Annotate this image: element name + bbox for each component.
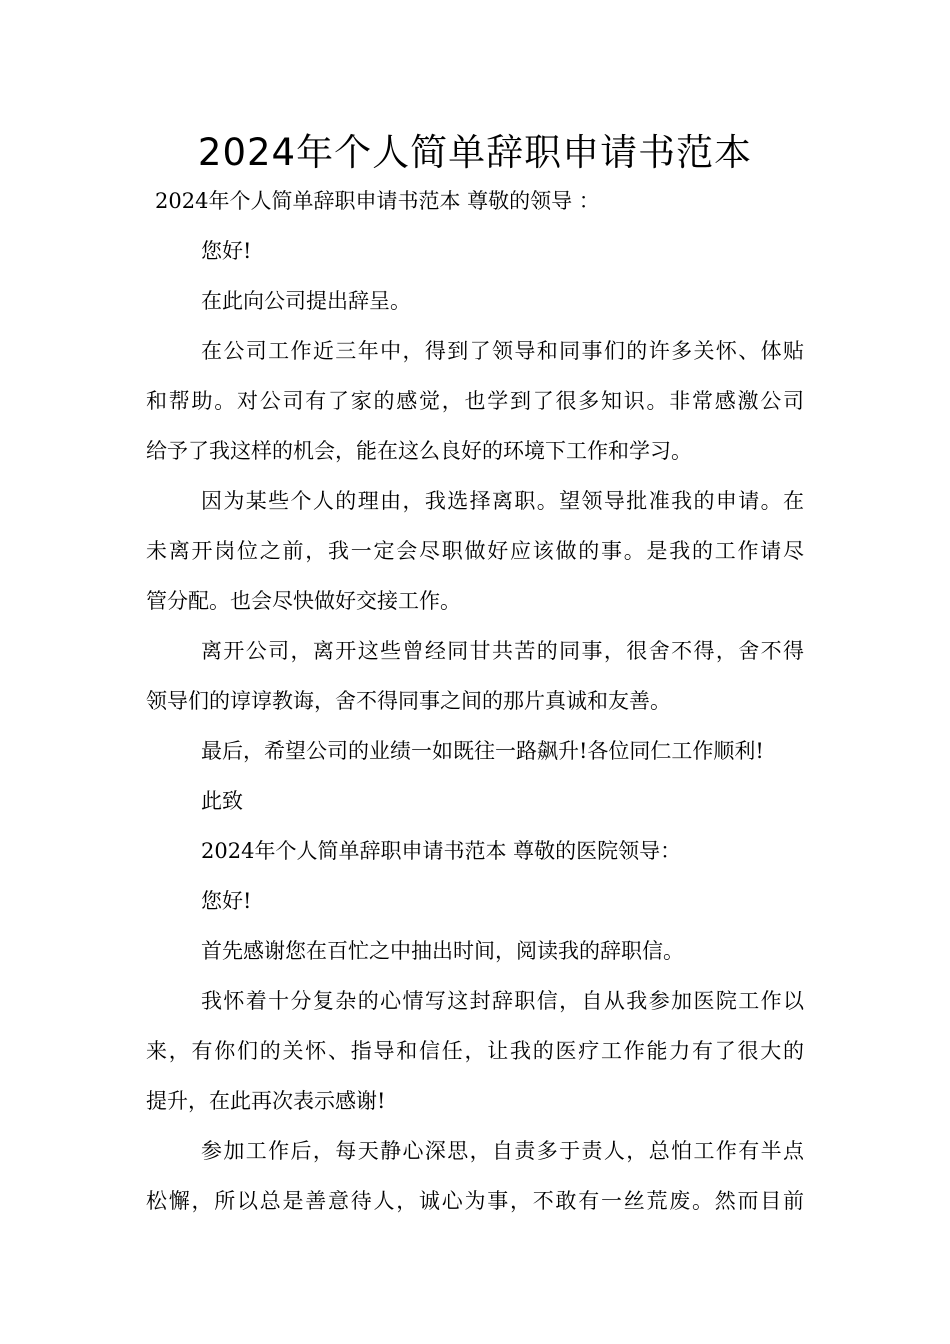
- paragraph-line: 提升，在此再次表示感谢!: [146, 1089, 386, 1113]
- greeting-line-1: 您好!: [201, 239, 252, 263]
- document-title: 2024年个人简单辞职申请书范本: [197, 131, 753, 174]
- paragraph-line: 管分配。也会尽快做好交接工作。: [146, 589, 461, 613]
- paragraph-line: 松懈，所以总是善意待人，诚心为事，不敢有一丝荒废。然而目前: [146, 1189, 804, 1213]
- paragraph-line: 离开公司，离开这些曾经同甘共苦的同事，很舍不得，舍不得: [201, 639, 804, 663]
- salutation-line-2: 2024年个人简单辞职申请书范本 尊敬的医院领导：: [201, 839, 682, 863]
- paragraph-line: 我怀着十分复杂的心情写这封辞职信，自从我参加医院工作以: [201, 989, 804, 1013]
- paragraph-line: 最后，希望公司的业绩一如既往一路飙升!各位同仁工作顺利!: [201, 739, 764, 763]
- paragraph-line: 因为某些个人的理由，我选择离职。望领导批准我的申请。在: [201, 489, 804, 513]
- paragraph-line: 和帮助。对公司有了家的感觉，也学到了很多知识。非常感激公司: [146, 389, 804, 413]
- paragraph-line: 未离开岗位之前，我一定会尽职做好应该做的事。是我的工作请尽: [146, 539, 804, 563]
- closing-line: 此致: [201, 789, 243, 813]
- paragraph-line: 首先感谢您在百忙之中抽出时间，阅读我的辞职信。: [201, 939, 684, 963]
- paragraph-line: 给予了我这样的机会，能在这么良好的环境下工作和学习。: [146, 439, 692, 463]
- paragraph-line: 在此向公司提出辞呈。: [201, 289, 411, 313]
- paragraph-line: 领导们的谆谆教诲，舍不得同事之间的那片真诚和友善。: [146, 689, 671, 713]
- paragraph-line: 在公司工作近三年中，得到了领导和同事们的许多关怀、体贴: [201, 339, 804, 363]
- salutation-line-1: 2024年个人简单辞职申请书范本 尊敬的领导 ：: [155, 189, 600, 213]
- paragraph-line: 参加工作后，每天静心深思，自责多于责人，总怕工作有半点: [201, 1139, 804, 1163]
- paragraph-line: 来，有你们的关怀、指导和信任，让我的医疗工作能力有了很大的: [146, 1039, 804, 1063]
- greeting-line-2: 您好!: [201, 889, 252, 913]
